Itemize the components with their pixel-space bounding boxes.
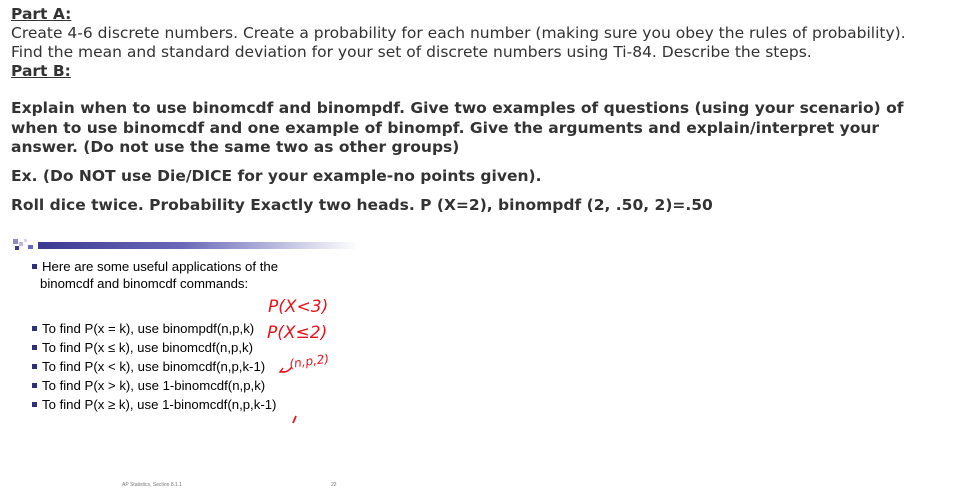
example-text: Roll dice twice. Probability Exactly two heads. P (X=2), binompdf (2, .50, 2)=.50	[11, 196, 713, 214]
lecture-slide-image	[10, 236, 360, 489]
part-a-line-1: Create 4-6 discrete numbers. Create a probability for each number (making sure you obey the rules of probability).	[11, 24, 906, 42]
slide-footer-left: AP Statistics, Section 8.1.1	[122, 482, 182, 488]
annotation-arrow-icon	[281, 367, 292, 372]
spacer	[11, 186, 951, 196]
part-b-heading: Part B:	[11, 62, 71, 80]
assignment-text	[11, 5, 951, 216]
slide-intro-line-1: Here are some useful applications of the	[42, 259, 279, 274]
part-b-paragraph-line-3: answer. (Do not use the same two as other groups)	[11, 138, 460, 156]
spacer	[11, 158, 951, 167]
slide-page-number: 22	[331, 482, 337, 488]
bullet-icon	[32, 364, 37, 369]
part-b-paragraph-line-1: Explain when to use binomcdf and binompdf. Give two examples of questions (using your scenario) of	[11, 99, 904, 117]
slide-item-text: To find P(x = k), use binompdf(n,p,k)	[42, 321, 255, 336]
bullet-icon	[32, 402, 37, 407]
annotation-tick-mark-icon	[293, 416, 296, 423]
annotation-arrowhead-icon	[280, 368, 285, 372]
slide-item-text: To find P(x ≥ k), use 1-binomcdf(n,p,k-1)	[42, 397, 277, 412]
bullet-icon	[32, 326, 37, 331]
annotation-note-2: P(X≤2)	[267, 323, 328, 343]
annotation-note-1: P(X<3)	[268, 297, 329, 317]
bullet-icon	[32, 264, 37, 269]
slide-intro-line-2: binomcdf and binomcdf commands:	[40, 276, 249, 291]
part-a-heading: Part A:	[11, 5, 72, 23]
slide-item-text: To find P(x < k), use binomcdf(n,p,k-1)	[42, 359, 266, 374]
bullet-icon	[32, 383, 37, 388]
part-b-paragraph-line-2: when to use binomcdf and one example of binompf. Give the arguments and explain/interpret your	[11, 118, 880, 137]
bullet-icon	[32, 345, 37, 350]
slide-corner-decoration-icon	[10, 236, 38, 256]
slide-title-bar	[38, 242, 358, 249]
example-note: Ex. (Do NOT use Die/DICE for your example-no points given).	[11, 166, 542, 185]
annotation-note-3: (n,p,2)	[288, 351, 330, 371]
slide-item-text: To find P(x > k), use 1-binomcdf(n,p,k)	[42, 378, 266, 393]
slide-item-text: To find P(x ≤ k), use binomcdf(n,p,k)	[42, 340, 253, 355]
part-a-line-2: Find the mean and standard deviation for your set of discrete numbers using Ti-84. Describe the steps.	[11, 43, 812, 61]
spacer	[11, 81, 951, 99]
